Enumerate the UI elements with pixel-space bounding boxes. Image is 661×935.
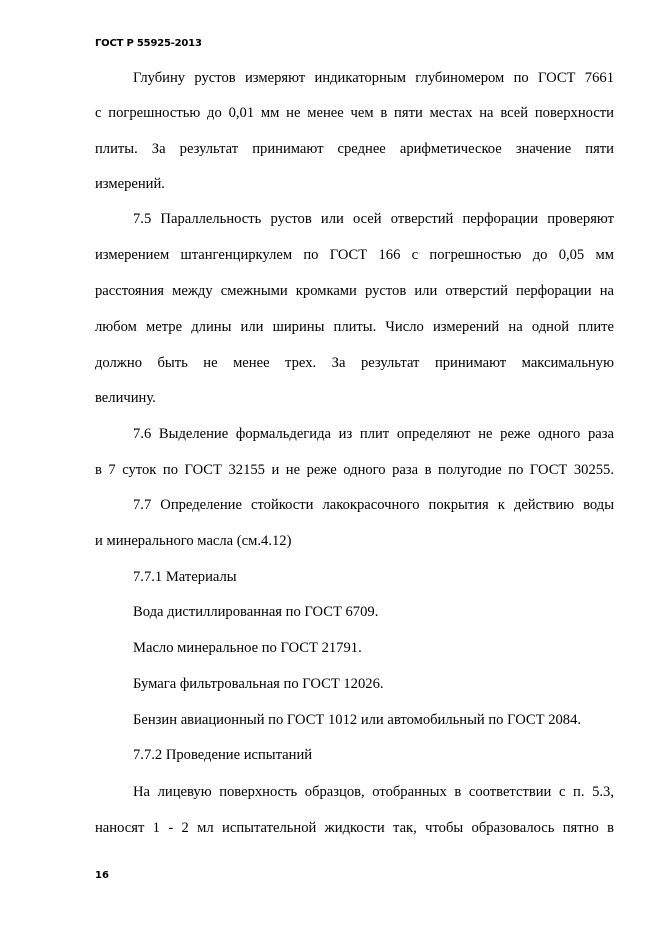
text-line: Бумага фильтровальная по ГОСТ 12026.	[133, 676, 384, 692]
text-line: Вода дистиллированная по ГОСТ 6709.	[133, 604, 379, 620]
text-line: 7.6 Выделение формальдегида из плит определяют не реже одного раза	[133, 426, 614, 442]
text-line: На лицевую поверхность образцов, отобранных в соответствии с п. 5.3,	[133, 784, 614, 800]
text-line: любом метре длины или ширины плиты. Число измерений на одной плите	[95, 319, 614, 335]
text-line: 7.7.1 Материалы	[133, 569, 237, 585]
text-line: Бензин авиационный по ГОСТ 1012 или автомобильный по ГОСТ 2084.	[133, 712, 582, 728]
text-line: плиты. За результат принимают среднее арифметическое значение пяти	[95, 141, 614, 157]
text-line: 7.7.2 Проведение испытаний	[133, 747, 313, 763]
text-line: 7.5 Параллельность рустов или осей отверстий перфорации проверяют	[133, 211, 614, 227]
text-line: измерений.	[95, 176, 165, 192]
text-line: должно быть не менее трех. За результат принимают максимальную	[95, 355, 614, 371]
text-line: расстояния между смежными кромками рустов или отверстий перфорации на	[95, 283, 614, 299]
text-line: Глубину рустов измеряют индикаторным глубиномером по ГОСТ 7661	[133, 70, 614, 86]
text-line: величину.	[95, 390, 156, 406]
page-number: 16	[95, 870, 109, 881]
text-line: измерением штангенциркулем по ГОСТ 166 с погрешностью до 0,05 мм	[95, 247, 614, 263]
text-line: Масло минеральное по ГОСТ 21791.	[133, 640, 362, 656]
text-line: наносят 1 - 2 мл испытательной жидкости так, чтобы образовалось пятно в	[95, 820, 614, 836]
text-line: с погрешностью до 0,01 мм не менее чем в пяти местах на всей поверхности	[95, 105, 614, 121]
text-line: 7.7 Определение стойкости лакокрасочного покрытия к действию воды	[133, 497, 614, 513]
text-line: в 7 суток по ГОСТ 32155 и не реже одного раза в полугодие по ГОСТ 30255.	[95, 462, 614, 478]
document-header-standard-id: ГОСТ Р 55925-2013	[95, 38, 202, 49]
text-line: и минерального масла (см.4.12)	[95, 533, 292, 549]
